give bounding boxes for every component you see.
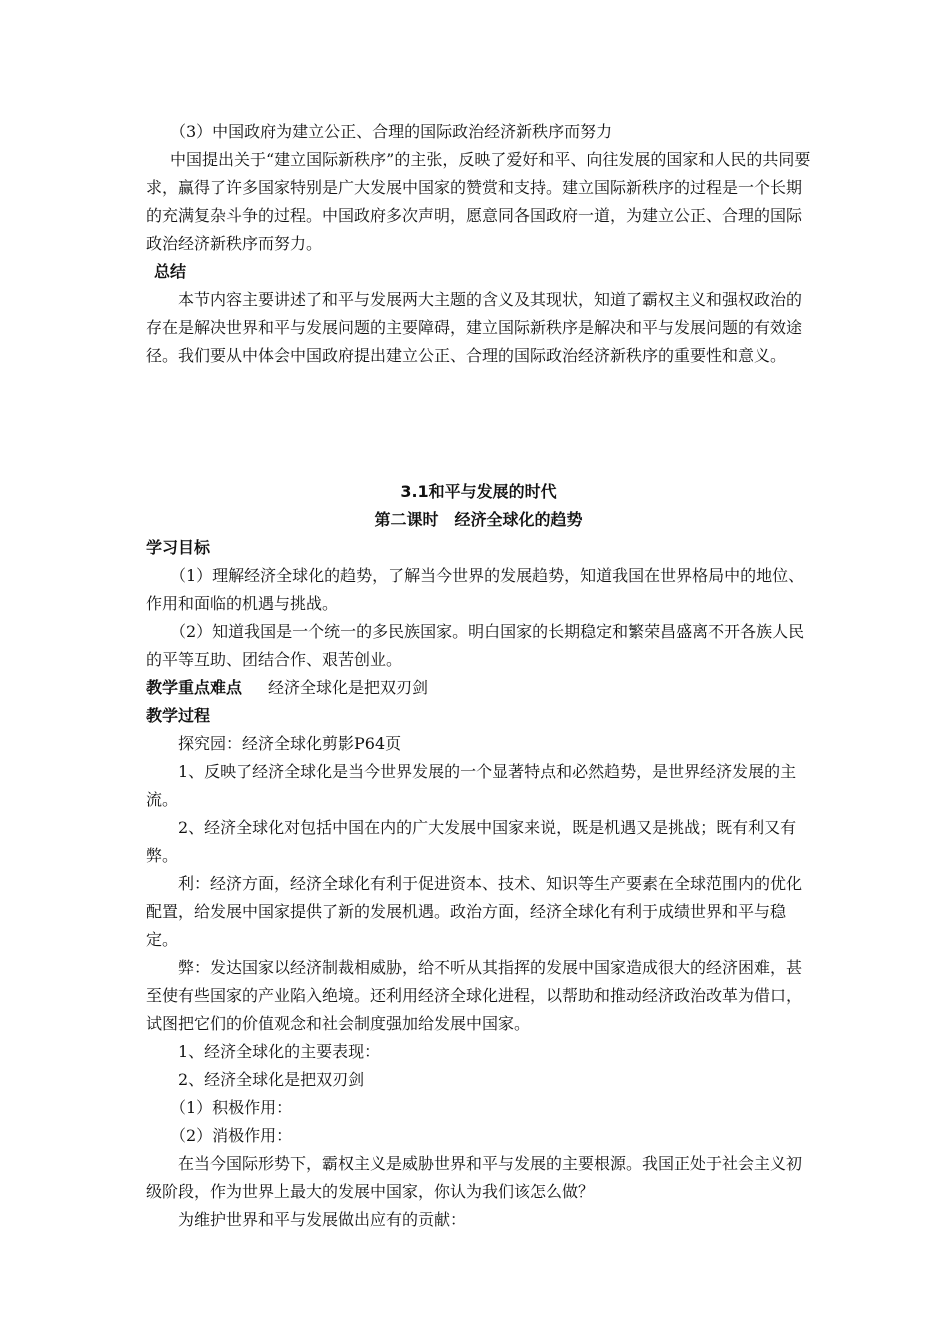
key-points-heading: 教学重点难点: [146, 678, 243, 697]
lesson-section: [146, 478, 811, 1234]
list-item-1: 1、经济全球化的主要表现：: [178, 1042, 381, 1061]
goal-2: （2）知道我国是一个统一的多民族国家。明白国家的长期稳定和繁荣昌盛离不开各族人民的平等互助、团结合作、艰苦创业。: [146, 622, 805, 669]
summary-paragraph: 本节内容主要讲述了和平与发展两大主题的含义及其现状，知道了霸权主义和强权政治的存在是解决世界和平与发展问题的主要障碍，建立国际新秩序是解决和平与发展问题的有效途径。我们要从中体会中国政府提出建立公正、合理的国际政治经济新秩序的重要性和意义。: [146, 290, 803, 365]
explore-line: 探究园：经济全球化剪影P64页: [178, 734, 402, 753]
goals-heading: 学习目标: [146, 538, 211, 557]
lesson-subtitle: 第二课时 经济全球化的趋势: [374, 510, 583, 529]
top-section: [146, 118, 811, 370]
question-paragraph: 在当今国际形势下，霸权主义是威胁世界和平与发展的主要根源。我国正处于社会主义初级阶段，作为世界上最大的发展中国家，你认为我们该怎么做？: [146, 1154, 803, 1201]
list-item-2a: （1）积极作用：: [170, 1098, 293, 1117]
summary-heading: 总结: [154, 262, 187, 281]
lesson-title: 3.1和平与发展的时代: [400, 482, 557, 501]
key-points-text: 经济全球化是把双刃剑: [268, 678, 429, 697]
new-order-paragraph: 中国提出关于“建立国际新秩序”的主张，反映了爱好和平、向往发展的国家和人民的共同要求，赢得了许多国家特别是广大发展中国家的赞赏和支持。建立国际新秩序的过程是一个长期的充满复杂斗争的过程。中国政府多次声明，愿意同各国政府一道，为建立公正、合理的国际政治经济新秩序而努力。: [146, 150, 811, 253]
list-item-2b: （2）消极作用：: [170, 1126, 293, 1145]
pros-paragraph: 利：经济方面，经济全球化有利于促进资本、技术、知识等生产要素在全球范围内的优化配置，给发展中国家提供了新的发展机遇。政治方面，经济全球化有利于成绩世界和平与稳定。: [146, 874, 803, 949]
contribution-line: 为维护世界和平与发展做出应有的贡献：: [178, 1210, 467, 1229]
item-2: 2、经济全球化对包括中国在内的广大发展中国家来说，既是机遇又是挑战；既有利又有弊。: [146, 818, 797, 865]
list-item-2: 2、经济全球化是把双刃剑: [178, 1070, 365, 1089]
process-heading: 教学过程: [146, 706, 211, 725]
item-1: 1、反映了经济全球化是当今世界发展的一个显著特点和必然趋势，是世界经济发展的主流。: [146, 762, 797, 809]
cons-paragraph: 弊：发达国家以经济制裁相威胁，给不听从其指挥的发展中国家造成很大的经济困难，甚至使有些国家的产业陷入绝境。还利用经济全球化进程，以帮助和推动经济政治改革为借口，试图把它们的价值观念和社会制度强加给发展中国家。: [146, 958, 803, 1033]
section-3-heading: （3）中国政府为建立公正、合理的国际政治经济新秩序而努力: [170, 122, 613, 141]
goal-1: （1）理解经济全球化的趋势，了解当今世界的发展趋势，知道我国在世界格局中的地位、作用和面临的机遇与挑战。: [146, 566, 805, 613]
key-points-line: [146, 674, 811, 702]
